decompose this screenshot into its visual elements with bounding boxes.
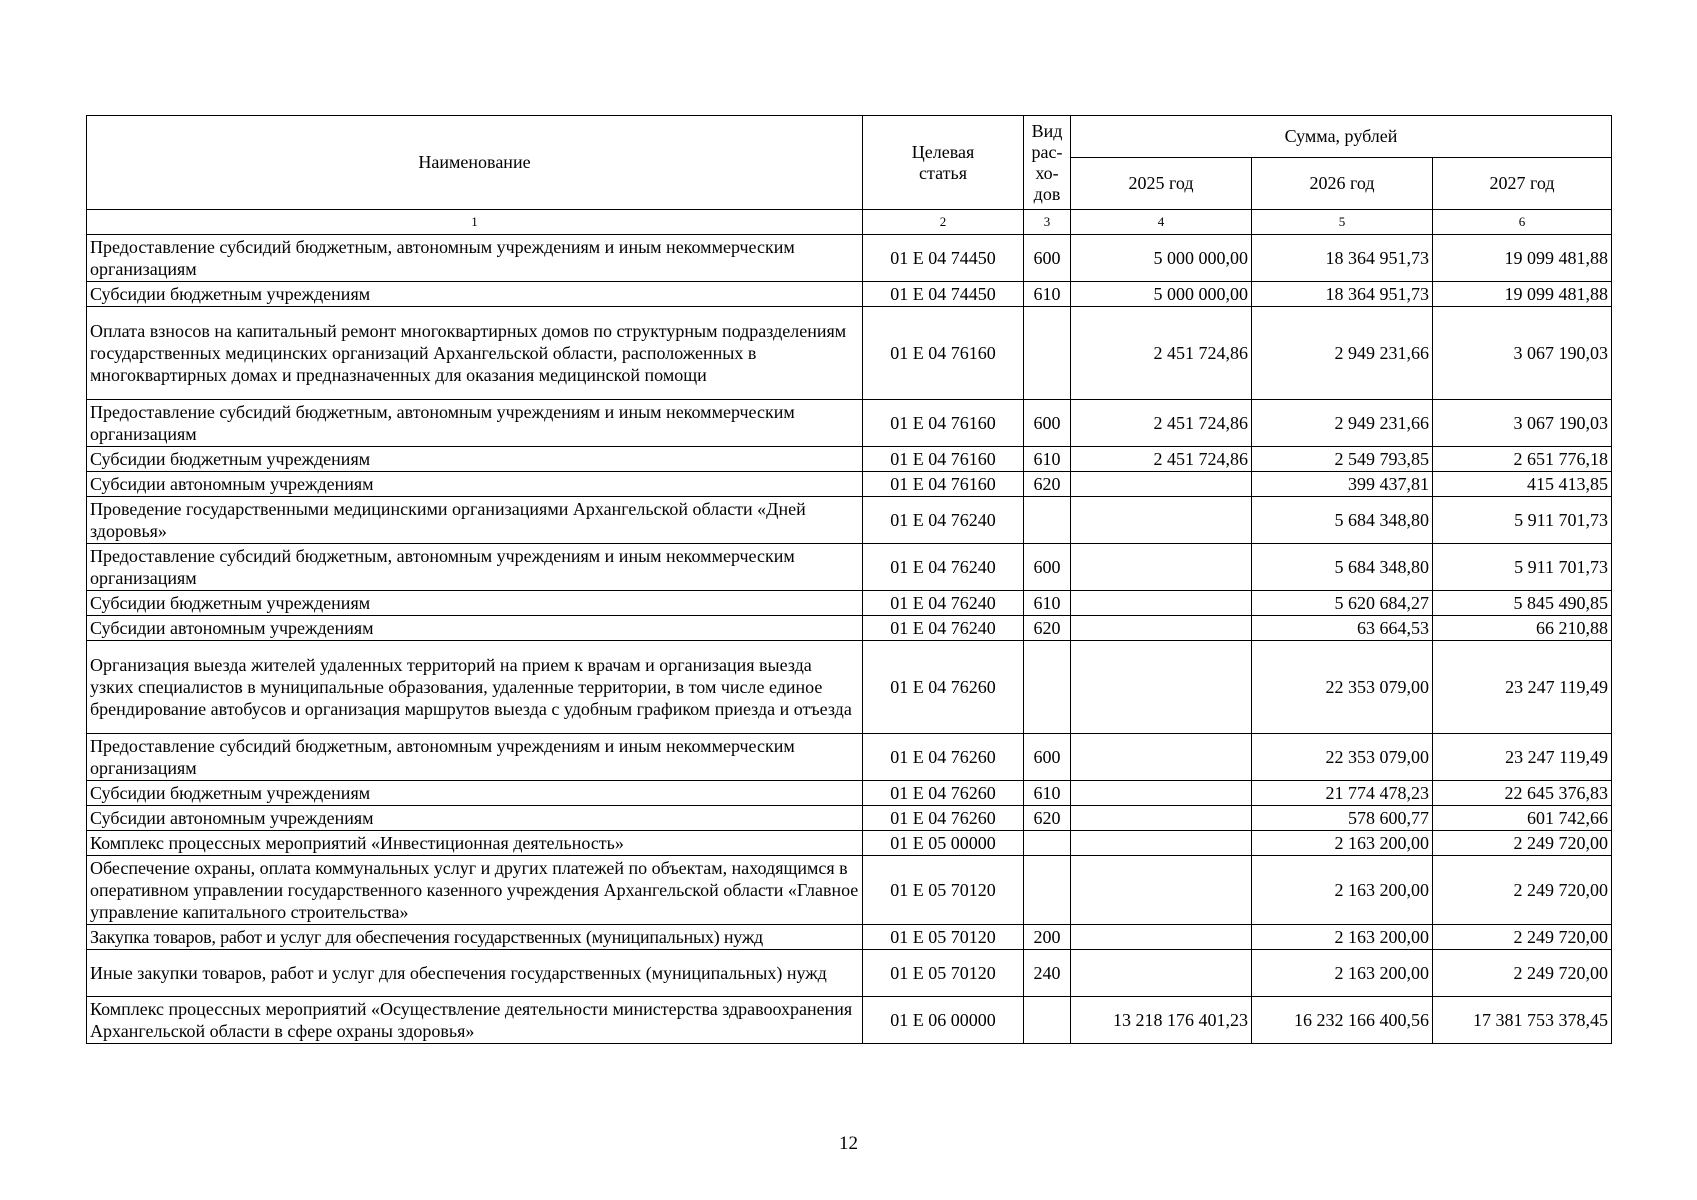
row-sum-2026: 578 600,77 <box>1252 806 1433 831</box>
row-expense-type: 600 <box>1024 235 1071 282</box>
table-row <box>87 235 1612 282</box>
row-name: Предоставление субсидий бюджетным, автономным учреждениям и иным некоммерческим организациям <box>87 400 863 447</box>
row-target-code: 01 Е 05 70120 <box>863 925 1024 950</box>
row-sum-2027: 2 249 720,00 <box>1433 950 1612 997</box>
row-sum-2026: 2 163 200,00 <box>1252 950 1433 997</box>
row-sum-2026: 63 664,53 <box>1252 616 1433 641</box>
row-expense-type: 600 <box>1024 544 1071 591</box>
row-sum-2025 <box>1071 856 1252 925</box>
row-sum-2026: 18 364 951,73 <box>1252 235 1433 282</box>
row-expense-type <box>1024 497 1071 544</box>
row-sum-2025 <box>1071 641 1252 734</box>
table-row <box>87 400 1612 447</box>
row-sum-2025 <box>1071 831 1252 856</box>
row-target-code: 01 Е 04 74450 <box>863 235 1024 282</box>
header-year-2026: 2026 год <box>1252 158 1433 210</box>
column-number: 5 <box>1252 210 1433 235</box>
row-sum-2025 <box>1071 734 1252 781</box>
row-expense-type <box>1024 641 1071 734</box>
row-sum-2026: 2 949 231,66 <box>1252 400 1433 447</box>
row-name: Предоставление субсидий бюджетным, автономным учреждениям и иным некоммерческим организациям <box>87 544 863 591</box>
table-row <box>87 734 1612 781</box>
table-row <box>87 806 1612 831</box>
row-sum-2025 <box>1071 591 1252 616</box>
row-sum-2027: 19 099 481,88 <box>1433 235 1612 282</box>
row-target-code: 01 Е 06 00000 <box>863 997 1024 1044</box>
row-sum-2025 <box>1071 781 1252 806</box>
row-sum-2025: 2 451 724,86 <box>1071 307 1252 400</box>
row-expense-type <box>1024 831 1071 856</box>
row-expense-type <box>1024 997 1071 1044</box>
row-sum-2025 <box>1071 806 1252 831</box>
row-name: Субсидии автономным учреждениям <box>87 472 863 497</box>
column-number-row <box>87 210 1612 235</box>
page-number: 12 <box>839 1133 858 1154</box>
header-year-2027: 2027 год <box>1433 158 1612 210</box>
row-sum-2027: 2 249 720,00 <box>1433 925 1612 950</box>
row-sum-2026: 5 620 684,27 <box>1252 591 1433 616</box>
row-name: Субсидии автономным учреждениям <box>87 616 863 641</box>
row-sum-2025 <box>1071 497 1252 544</box>
row-sum-2025 <box>1071 616 1252 641</box>
table-row <box>87 950 1612 997</box>
row-sum-2026: 22 353 079,00 <box>1252 734 1433 781</box>
row-expense-type: 610 <box>1024 781 1071 806</box>
table-body <box>87 235 1612 1044</box>
row-expense-type <box>1024 307 1071 400</box>
row-target-code: 01 Е 04 76260 <box>863 806 1024 831</box>
row-sum-2025: 2 451 724,86 <box>1071 447 1252 472</box>
row-sum-2027: 17 381 753 378,45 <box>1433 997 1612 1044</box>
table-row <box>87 544 1612 591</box>
table-row <box>87 616 1612 641</box>
row-sum-2025 <box>1071 950 1252 997</box>
table-header <box>87 116 1612 235</box>
row-target-code: 01 Е 05 70120 <box>863 856 1024 925</box>
row-sum-2025: 5 000 000,00 <box>1071 235 1252 282</box>
row-target-code: 01 Е 05 70120 <box>863 950 1024 997</box>
row-target-code: 01 Е 04 76260 <box>863 781 1024 806</box>
row-expense-type: 240 <box>1024 950 1071 997</box>
row-target-code: 01 Е 04 76260 <box>863 641 1024 734</box>
table-row <box>87 856 1612 925</box>
row-target-code: 01 Е 04 76240 <box>863 591 1024 616</box>
row-sum-2026: 5 684 348,80 <box>1252 544 1433 591</box>
row-sum-2027: 2 651 776,18 <box>1433 447 1612 472</box>
table-row <box>87 781 1612 806</box>
row-name: Субсидии бюджетным учреждениям <box>87 447 863 472</box>
row-expense-type: 610 <box>1024 282 1071 307</box>
header-name: Наименование <box>87 116 863 210</box>
row-sum-2026: 2 549 793,85 <box>1252 447 1433 472</box>
row-expense-type: 620 <box>1024 616 1071 641</box>
row-sum-2027: 2 249 720,00 <box>1433 831 1612 856</box>
row-sum-2027: 23 247 119,49 <box>1433 734 1612 781</box>
row-name: Комплекс процессных мероприятий «Инвестиционная деятельность» <box>87 831 863 856</box>
table-row <box>87 641 1612 734</box>
row-sum-2027: 601 742,66 <box>1433 806 1612 831</box>
row-target-code: 01 Е 04 76240 <box>863 616 1024 641</box>
table-row <box>87 831 1612 856</box>
row-name: Субсидии автономным учреждениям <box>87 806 863 831</box>
table-row <box>87 447 1612 472</box>
row-sum-2025: 5 000 000,00 <box>1071 282 1252 307</box>
row-target-code: 01 Е 04 74450 <box>863 282 1024 307</box>
table-row <box>87 925 1612 950</box>
column-number: 2 <box>863 210 1024 235</box>
row-name: Закупка товаров, работ и услуг для обеспечения государственных (муниципальных) нужд <box>87 925 863 950</box>
row-sum-2027: 5 911 701,73 <box>1433 544 1612 591</box>
row-name: Проведение государственными медицинскими организациями Архангельской области «Дней здоровья» <box>87 497 863 544</box>
row-target-code: 01 Е 04 76160 <box>863 400 1024 447</box>
row-target-code: 01 Е 04 76160 <box>863 447 1024 472</box>
header-target-article: Целевая статья <box>863 116 1024 210</box>
row-sum-2026: 21 774 478,23 <box>1252 781 1433 806</box>
row-sum-2025: 2 451 724,86 <box>1071 400 1252 447</box>
row-target-code: 01 Е 04 76160 <box>863 307 1024 400</box>
row-sum-2027: 2 249 720,00 <box>1433 856 1612 925</box>
column-number: 4 <box>1071 210 1252 235</box>
table-row <box>87 472 1612 497</box>
row-sum-2026: 2 163 200,00 <box>1252 831 1433 856</box>
row-sum-2027: 23 247 119,49 <box>1433 641 1612 734</box>
row-target-code: 01 Е 05 00000 <box>863 831 1024 856</box>
column-number: 1 <box>87 210 863 235</box>
header-sum: Сумма, рублей <box>1071 116 1612 158</box>
row-name: Субсидии бюджетным учреждениям <box>87 282 863 307</box>
row-sum-2027: 66 210,88 <box>1433 616 1612 641</box>
row-sum-2026: 2 949 231,66 <box>1252 307 1433 400</box>
table-row <box>87 282 1612 307</box>
row-target-code: 01 Е 04 76240 <box>863 497 1024 544</box>
table-row <box>87 997 1612 1044</box>
row-name: Обеспечение охраны, оплата коммунальных услуг и других платежей по объектам, находящимся в оперативном управлении государственного казенного учреждения Архангельской области «Главное управление капитального строительства» <box>87 856 863 925</box>
budget-table <box>86 115 1612 1044</box>
row-target-code: 01 Е 04 76160 <box>863 472 1024 497</box>
header-expense-type: Вид рас- хо- дов <box>1024 116 1071 210</box>
row-sum-2026: 2 163 200,00 <box>1252 856 1433 925</box>
row-sum-2025: 13 218 176 401,23 <box>1071 997 1252 1044</box>
row-name: Иные закупки товаров, работ и услуг для обеспечения государственных (муниципальных) нужд <box>87 950 863 997</box>
table-row <box>87 591 1612 616</box>
row-name: Оплата взносов на капитальный ремонт многоквартирных домов по структурным подразделениям государственных медицинских организаций Архангельской области, расположенных в многоквартирных домах и предназначенных для оказания медицинской помощи <box>87 307 863 400</box>
row-name: Комплекс процессных мероприятий «Осуществление деятельности министерства здравоохранения Архангельской области в сфере охраны здоровья» <box>87 997 863 1044</box>
row-sum-2026: 2 163 200,00 <box>1252 925 1433 950</box>
row-sum-2026: 18 364 951,73 <box>1252 282 1433 307</box>
row-sum-2026: 22 353 079,00 <box>1252 641 1433 734</box>
row-target-code: 01 Е 04 76260 <box>863 734 1024 781</box>
row-sum-2027: 19 099 481,88 <box>1433 282 1612 307</box>
row-sum-2026: 16 232 166 400,56 <box>1252 997 1433 1044</box>
row-name: Предоставление субсидий бюджетным, автономным учреждениям и иным некоммерческим организациям <box>87 235 863 282</box>
table-row <box>87 307 1612 400</box>
row-sum-2027: 3 067 190,03 <box>1433 307 1612 400</box>
row-sum-2025 <box>1071 925 1252 950</box>
row-expense-type: 600 <box>1024 400 1071 447</box>
row-name: Субсидии бюджетным учреждениям <box>87 591 863 616</box>
row-name: Предоставление субсидий бюджетным, автономным учреждениям и иным некоммерческим организациям <box>87 734 863 781</box>
table-row <box>87 497 1612 544</box>
row-name: Организация выезда жителей удаленных территорий на прием к врачам и организация выезда узких специалистов в муниципальные образования, удаленные территории, в том числе единое брендирование автобусов и организация маршрутов выезда с удобным графиком приезда и отъезда <box>87 641 863 734</box>
column-number: 3 <box>1024 210 1071 235</box>
row-expense-type <box>1024 856 1071 925</box>
row-sum-2026: 399 437,81 <box>1252 472 1433 497</box>
row-expense-type: 620 <box>1024 472 1071 497</box>
row-expense-type: 610 <box>1024 591 1071 616</box>
row-expense-type: 620 <box>1024 806 1071 831</box>
column-number: 6 <box>1433 210 1612 235</box>
row-sum-2027: 415 413,85 <box>1433 472 1612 497</box>
header-year-2025: 2025 год <box>1071 158 1252 210</box>
row-sum-2025 <box>1071 472 1252 497</box>
row-expense-type: 200 <box>1024 925 1071 950</box>
row-expense-type: 600 <box>1024 734 1071 781</box>
row-name: Субсидии бюджетным учреждениям <box>87 781 863 806</box>
row-target-code: 01 Е 04 76240 <box>863 544 1024 591</box>
row-sum-2027: 3 067 190,03 <box>1433 400 1612 447</box>
row-sum-2025 <box>1071 544 1252 591</box>
row-sum-2027: 5 911 701,73 <box>1433 497 1612 544</box>
row-sum-2027: 5 845 490,85 <box>1433 591 1612 616</box>
row-expense-type: 610 <box>1024 447 1071 472</box>
row-sum-2026: 5 684 348,80 <box>1252 497 1433 544</box>
row-sum-2027: 22 645 376,83 <box>1433 781 1612 806</box>
